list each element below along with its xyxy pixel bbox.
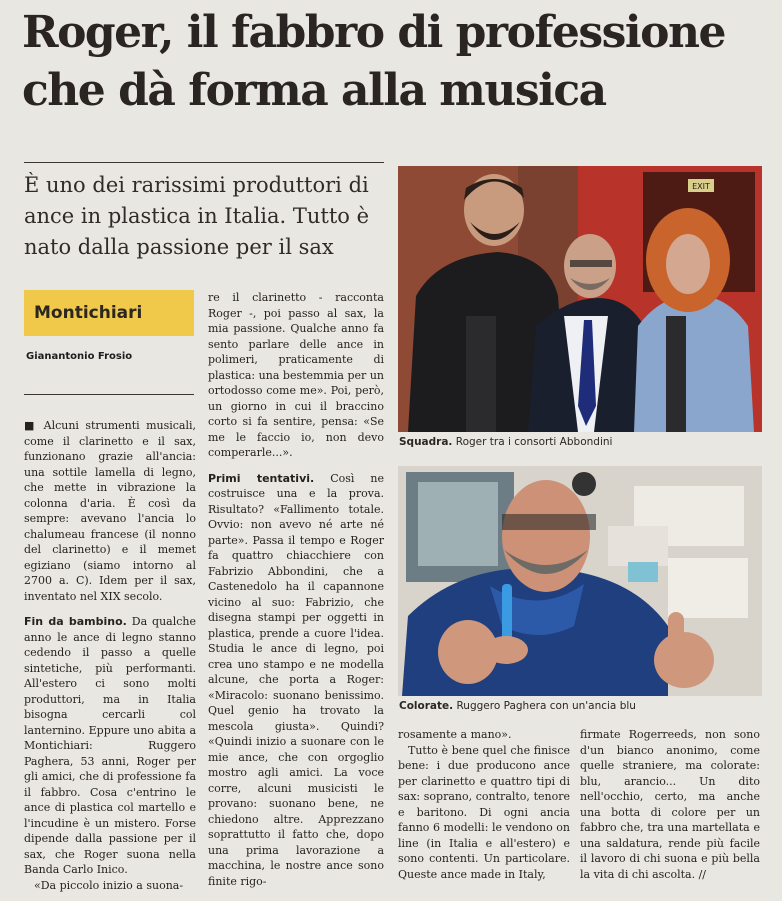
col2-paragraph-2 [208,471,384,890]
col4-paragraph-1: firmate Rogerreeds, non sono d'un bianco anonimo, come quelle straniere, ma colorate: blu, arancio... Un dito nell'occhio, certo, ma anche una botta di colore per un fabbro che, tra una martellata e una saldatura, rende più facile il lavoro di chi suona e più bella la vita di chi ascolta. // [580,728,760,881]
headline [22,4,772,120]
caption-photo-1 [399,436,612,448]
caption-1-text: Roger tra i consorti Abbondini [452,436,613,448]
caption-2-text: Ruggero Paghera con un'ancia blu [453,700,636,712]
author-byline: Gianantonio Frosio [26,351,133,362]
col3-paragraph-1: rosamente a mano». [398,728,512,741]
column-1 [24,418,196,893]
col2-section-text: Così ne costruisce una e la prova. Risultato? «Fallimento totale. Ovvio: non avevo né arte né parte». Passa il tempo e Roger fa quattro chiacchiere con Fabrizio Abbondini, che a Castenedolo ha il capannone vicino al suo: Fabrizio, che disegna stampi per oggetti in plastica, prende a cuore l'idea. Studia le ance di legno, poi crea uno stampo e ne modella alcune, che porta a Roger: «Miracolo: suonano benissimo. Quel genio ha trovato la mescola giusta». Quindi? «Quindi inizio a suonare con le mie ance, che con orgoglio mostro agli amici. La voce corre, alcuni musicisti le provano: suonano bene, ne chiedono altre. Apprezzano soprattutto il fatto che, dopo una prima lavorazione a macchina, le nostre ance sono finite rigo- [208,471,384,888]
caption-photo-2 [399,700,636,712]
exit-sign: EXIT [692,182,710,191]
subtitle: È uno dei rarissimi produttori di ance in plastica in Italia. Tutto è nato dalla passione per il sax [24,173,370,259]
column-2 [208,290,384,889]
col1-section-lead: Fin da bambino. [24,615,127,628]
col1-paragraph-2 [24,614,196,878]
subtitle-top-rule [24,162,384,163]
caption-2-lead: Colorate. [399,700,454,712]
col1-paragraph-3: «Da piccolo inizio a suona- [34,878,184,892]
col2-paragraph-1: re il clarinetto - racconta Roger -, poi passo al sax, la mia passione. Qualche anno fa sento parlare delle ance in polimeri, praticamente di plastica: una bestemmia per un ortodosso come me». Poi, però, un giorno in cui il braccino corto si fa sentire, pensa: «Se me le faccio io, non devo comperarle...». [208,291,384,459]
col1-section-text: Da qualche anno le ance di legno stanno cedendo il passo a quelle sintetiche, più performanti. All'estero ci sono molti produttori, ma in Italia bisogna cercarli col lanternino. Eppure uno abita a Montichiari: Ruggero Paghera, 53 anni, Roger per gli amici, che di professione fa il fabbro. Cosa c'entrino le ance di plastica col martello e l'incudine è un mistero. Forse dipende dalla passione per il sax, che Roger suona nella Banda Carlo Inico. [24,615,196,876]
photo-squadra [398,166,762,432]
headline-line1: Roger, il fabbro di professione [22,7,725,58]
byline-rule [24,394,194,395]
location-tag: Montichiari [24,290,194,336]
caption-1-lead: Squadra. [399,436,453,448]
col2-section-lead: Primi tentativi. [208,471,315,485]
column-3 [398,727,570,882]
headline-line2: che dà forma alla musica [22,65,606,116]
col3-paragraph-2: Tutto è bene quel che finisce bene: i due producono ance per clarinetto e quattro tipi di sax: soprano, contralto, tenore e baritono. Di ogni ancia fanno 6 modelli: le vendono on line (in Italia e all'estero) e sono contenti. Un particolare. Queste ance made in Italy, [398,743,570,881]
photo-colorate-image [398,466,762,696]
photo-colorate [398,466,762,696]
column-4 [580,727,760,882]
photo-squadra-image [398,166,762,432]
col1-paragraph-1: ■ Alcuni strumenti musicali, come il clarinetto e il sax, funzionano grazie all'ancia: una sottile lamella di legno, che mette in vibrazione la colonna d'aria. È così da sempre: avevano l'ancia lo chalumeau francese (il nonno del clarinetto) e il memet egiziano (siamo intorno al 2700 a. C). Idem per il sax, inventato nel XIX secolo. [24,419,196,603]
